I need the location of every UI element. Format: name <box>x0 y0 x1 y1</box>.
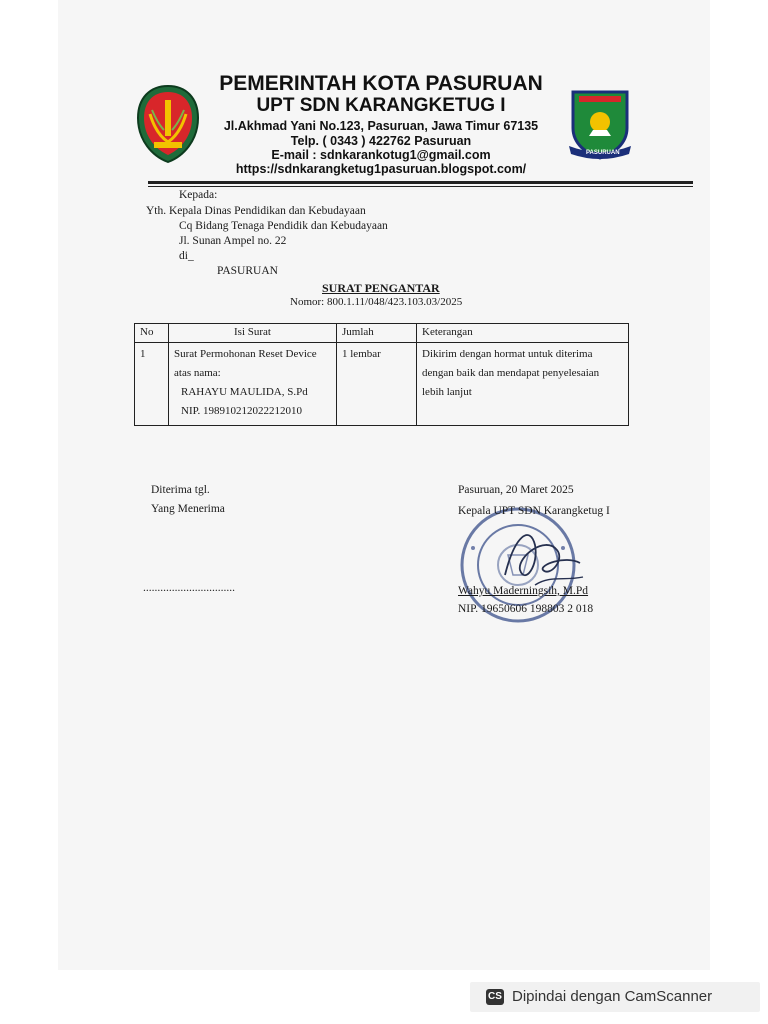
school-emblem-banner: PASURUAN <box>586 150 620 156</box>
camscanner-watermark <box>470 982 760 1012</box>
pasuruan-city-emblem-icon <box>134 84 202 164</box>
letter-number: Nomor: 800.1.11/048/423.103.03/2025 <box>290 296 463 308</box>
letterhead-thin-rule <box>148 186 693 187</box>
isi-line: Surat Permohonan Reset Device <box>174 348 317 360</box>
table-header-no: No <box>135 324 169 343</box>
recipient-line3: Jl. Sunan Ampel no. 22 <box>179 235 287 247</box>
recipient-line2: Cq Bidang Tenaga Pendidik dan Kebudayaan <box>179 220 388 232</box>
receiver-signature-dots: ................................ <box>143 582 235 594</box>
camscanner-logo-icon: CS <box>486 989 504 1005</box>
cell-jumlah: 1 lembar <box>337 343 417 426</box>
keterangan-line: lebih lanjut <box>422 386 472 398</box>
letterhead-email: E-mail : sdnkarankotug1@gmail.com <box>271 148 491 162</box>
sign-place-date: Pasuruan, 20 Maret 2025 <box>458 484 574 496</box>
table-header-isi: Isi Surat <box>169 324 337 343</box>
letter-table <box>134 323 629 426</box>
isi-nip: NIP. 198910212022212010 <box>181 405 303 417</box>
letter-title: SURAT PENGANTAR <box>322 281 440 295</box>
recipient-di: di_ <box>179 250 194 262</box>
cell-isi <box>169 343 337 426</box>
letterhead-government: PEMERINTAH KOTA PASURUAN <box>219 72 543 95</box>
sign-nip: NIP. 19650606 198803 2 018 <box>458 603 594 615</box>
keterangan-line: Dikirim dengan hormat untuk diterima <box>422 348 593 360</box>
sign-name: Wahyu Maderningsih, M.Pd <box>458 585 589 597</box>
letterhead-address: Jl.Akhmad Yani No.123, Pasuruan, Jawa Timur 67135 <box>223 119 539 133</box>
letterhead-school: UPT SDN KARANGKETUG I <box>256 95 506 116</box>
table-header-jumlah: Jumlah <box>337 324 417 343</box>
table-row <box>135 343 629 426</box>
sign-position: Kepala UPT SDN Karangketug I <box>458 505 610 517</box>
recipient-city: PASURUAN <box>217 265 278 277</box>
receiver-label: Yang Menerima <box>151 503 225 515</box>
keterangan-line: dengan baik dan mendapat penyelesaian <box>422 367 600 379</box>
camscanner-label: Dipindai dengan CamScanner <box>512 988 713 1005</box>
recipient-kepada: Kepada: <box>179 189 218 201</box>
letterhead-thick-rule <box>148 181 693 184</box>
letterhead-website: https://sdnkarangketug1pasuruan.blogspot.com/ <box>235 162 527 176</box>
received-date-label: Diterima tgl. <box>151 484 210 496</box>
cell-no: 1 <box>135 343 169 426</box>
cell-keterangan <box>417 343 629 426</box>
isi-name: RAHAYU MAULIDA, S.Pd <box>181 386 308 398</box>
recipient-line1: Yth. Kepala Dinas Pendidikan dan Kebudayaan <box>146 205 366 217</box>
letterhead-phone: Telp. ( 0343 ) 422762 Pasuruan <box>290 134 472 148</box>
table-header-row <box>135 324 629 343</box>
table-header-keterangan: Keterangan <box>417 324 629 343</box>
isi-line: atas nama: <box>174 367 221 379</box>
handwritten-signature-icon <box>495 515 590 595</box>
